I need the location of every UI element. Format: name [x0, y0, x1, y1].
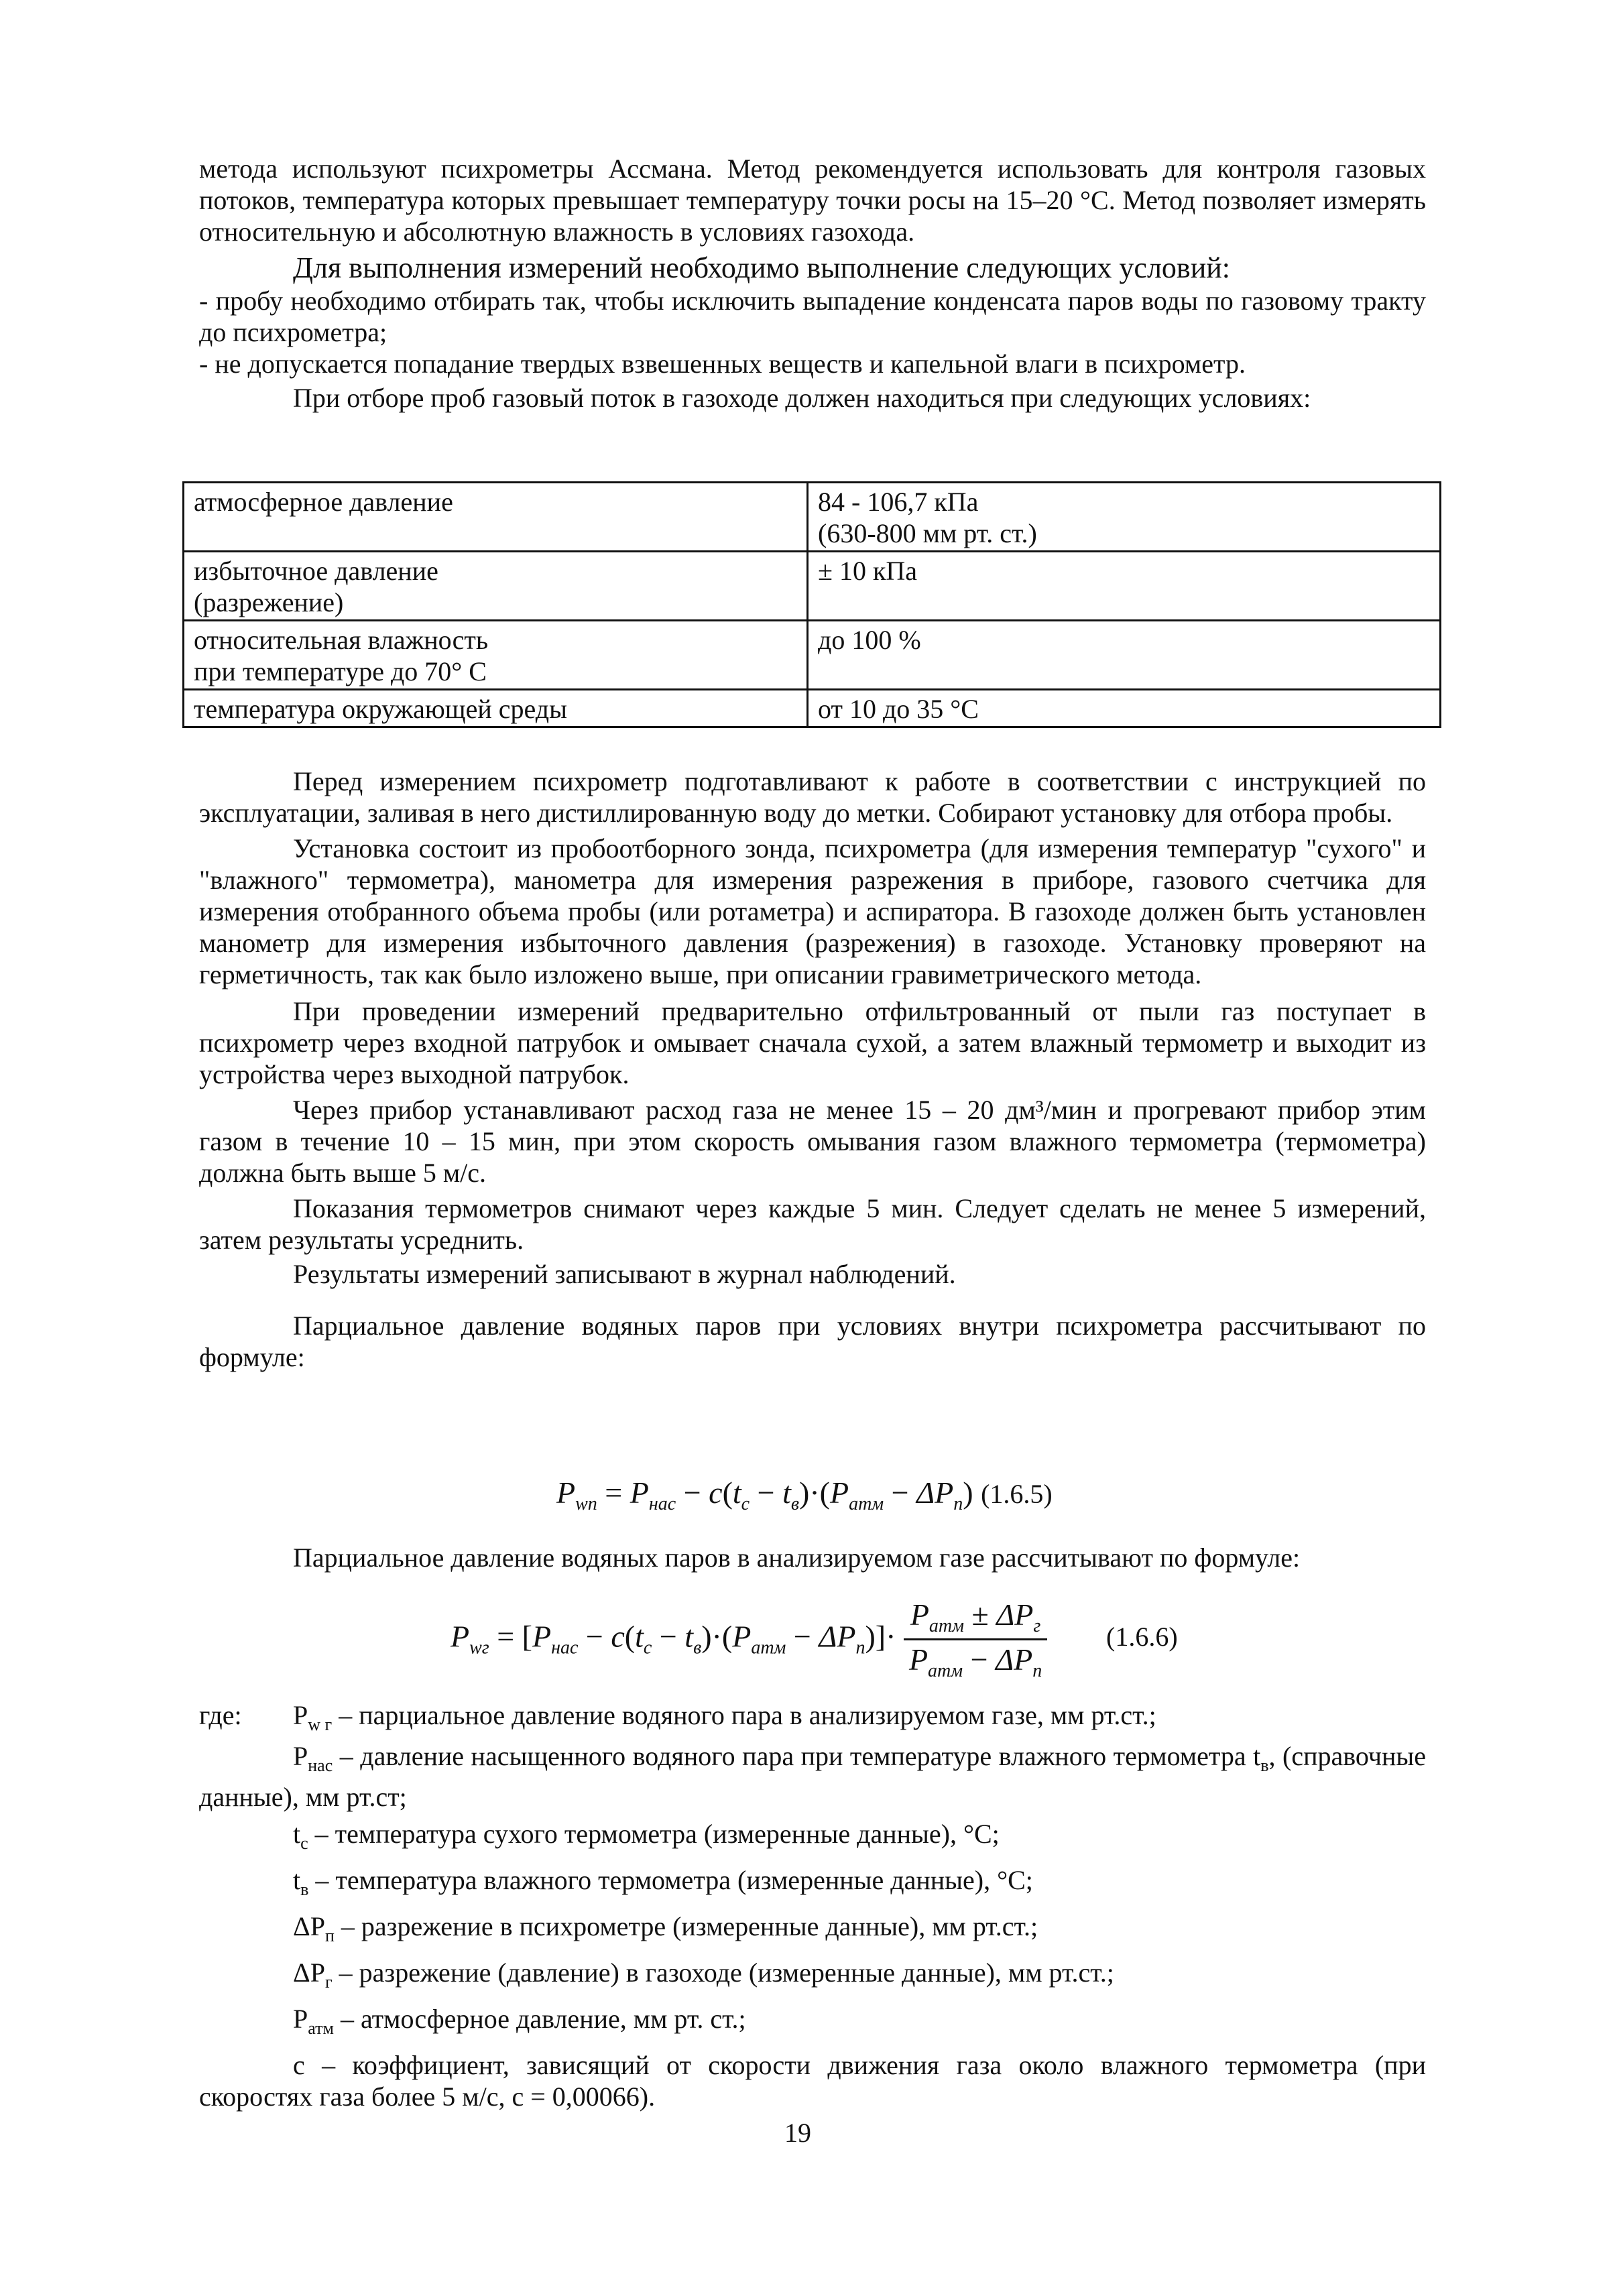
text-block-procedure: [199, 766, 1426, 1373]
conditions-row: [184, 621, 1441, 690]
paragraph-preparation: Перед измерением психрометр подготавливают к работе в соответствии с инструкцией по эксплуатации, заливая в него дистиллированную воду до метки. Собирают установку для отбора пробы.: [199, 766, 1426, 828]
paragraph-readings: Показания термометров снимают через каждые 5 мин. Следует сделать не менее 5 измерений, затем результаты усреднить.: [199, 1193, 1426, 1255]
condition-value: до 100 %: [808, 621, 1441, 690]
bullet-particles: - не допускается попадание твердых взвешенных веществ и капельной влаги в психрометр.: [199, 349, 1246, 379]
formula-1-6-6-number: (1.6.6): [1106, 1622, 1178, 1652]
def-patm: $P_{атм}$ – атмосферное давление, мм рт. ст.;: [293, 2004, 746, 2038]
condition-name: относительная влажность при температуре до 70° С: [184, 621, 808, 690]
paragraph-setup: Установка состоит из пробоотборного зонда, психрометра (для измерения температур "сухого" и "влажного" термометра), манометра для измерения разрежения в приборе, газового счетчика для измерения отобранного объема пробы (или ротаметра) и аспиратора. В газоходе должен быть установлен манометр для измерения избыточного давления (разрежения) в газоходе. Установку проверяют на герметичность, так как было изложено выше, при описании гравиметрического метода.: [199, 833, 1426, 989]
paragraph-formula-intro-2: Парциальное давление водяных паров в анализируемом газе рассчитывают по формуле:: [293, 1543, 1301, 1573]
formula-1-6-5-number: (1.6.5): [981, 1479, 1053, 1509]
paragraph-sampling-conditions: При отборе проб газовый поток в газоходе должен находиться при следующих условиях:: [293, 383, 1311, 413]
paragraph-formula-intro-1: Парциальное давление водяных паров при условиях внутри психрометра рассчитывают по формуле:: [199, 1311, 1426, 1372]
paragraph-flow-rate: Через прибор устанавливают расход газа не менее 15 – 20 дм³/мин и прогревают прибор этим газом в течение 10 – 15 мин, при этом скорость омывания газом влажного термометра (термометра) должна быть выше 5 м/с.: [199, 1095, 1426, 1188]
bullet-condensate: - пробу необходимо отбирать так, чтобы исключить выпадение конденсата паров воды по газовому тракту до психрометра;: [199, 286, 1426, 347]
paragraph-journal: Результаты измерений записывают в журнал наблюдений.: [293, 1259, 956, 1289]
conditions-row: [184, 552, 1441, 621]
def-dpg: $\Delta P_г$ – разрежение (давление) в газоходе (измеренные данные), мм рт.ст.;: [293, 1957, 1114, 1992]
condition-value: 84 - 106,7 кПа (630-800 мм рт. ст.): [808, 483, 1441, 552]
where-label: где:: [199, 1700, 242, 1730]
conditions-row: [184, 690, 1441, 727]
formula-1-6-6-fraction: $\frac{P_{атм} \pm \Delta P_г}{P_{атм} - \Delta P_п}$: [904, 1597, 1047, 1682]
conditions-row: [184, 483, 1441, 552]
condition-value: от 10 до 35 °С: [808, 690, 1441, 727]
definitions-list: [199, 1699, 1426, 2112]
def-pnas: $P_{нас}$ – давление насыщенного водяного пара при температуре влажного термометра $t_в$, (справочные данные), мм рт.ст;: [199, 1741, 1426, 1812]
paragraph-conditions-heading: Для выполнения измерений необходимо выполнение следующих условий:: [293, 251, 1231, 284]
condition-name: температура окружающей среды: [184, 690, 808, 727]
formula-1-6-6: $P_{wг} = [P_{нас} - c(t_c - t_в)\cdot(P_{атм} - \Delta P_п)]\cdot$ $\frac{P_{атм} \pm \Delta P_г}{P_{атм} - \Delta P_п}$: [451, 1597, 1047, 1682]
condition-name: атмосферное давление: [184, 483, 808, 552]
page-number: 19: [784, 2118, 811, 2148]
paragraph-method: метода используют психрометры Ассмана. Метод рекомендуется использовать для контроля газовых потоков, температура которых превышает температуру точки росы на 15–20 °С. Метод позволяет измерять относительную и абсолютную влажность в условиях газохода.: [199, 154, 1426, 247]
paragraph-measurement: При проведении измерений предварительно отфильтрованный от пыли газ поступает в психрометр через входной патрубок и омывает сначала сухой, а затем влажный термометр и выходит из устройства через выходной патрубок.: [199, 996, 1426, 1089]
def-tc: $t_с$ – температура сухого термометра (измеренные данные), °С;: [293, 1819, 1000, 1853]
formula-1-6-5: $P_{wп} = P_{нас} - c(t_c - t_в)\cdot(P_{атм} - \Delta P_п)$ (1.6.5): [556, 1475, 1053, 1515]
def-pwg: $P_{w г}$ – парциальное давление водяного пара в анализируемом газе, мм рт.ст.;: [293, 1700, 1156, 1734]
def-tv: $t_в$ – температура влажного термометра (измеренные данные), °С;: [293, 1865, 1033, 1899]
text-block-intro: [199, 153, 1426, 414]
def-c: с – коэффициент, зависящий от скорости движения газа около влажного термометра (при скоростях газа более 5 м/с, с = 0,00066).: [199, 2050, 1426, 2112]
def-dpp: $\Delta P_п$ – разрежение в психрометре (измеренные данные), мм рт.ст.;: [293, 1911, 1038, 1945]
text-block-formula-intro-2: [199, 1542, 1426, 1573]
condition-name: избыточное давление (разрежение): [184, 552, 808, 621]
conditions-table: [182, 481, 1441, 728]
condition-value: ± 10 кПа: [808, 552, 1441, 621]
